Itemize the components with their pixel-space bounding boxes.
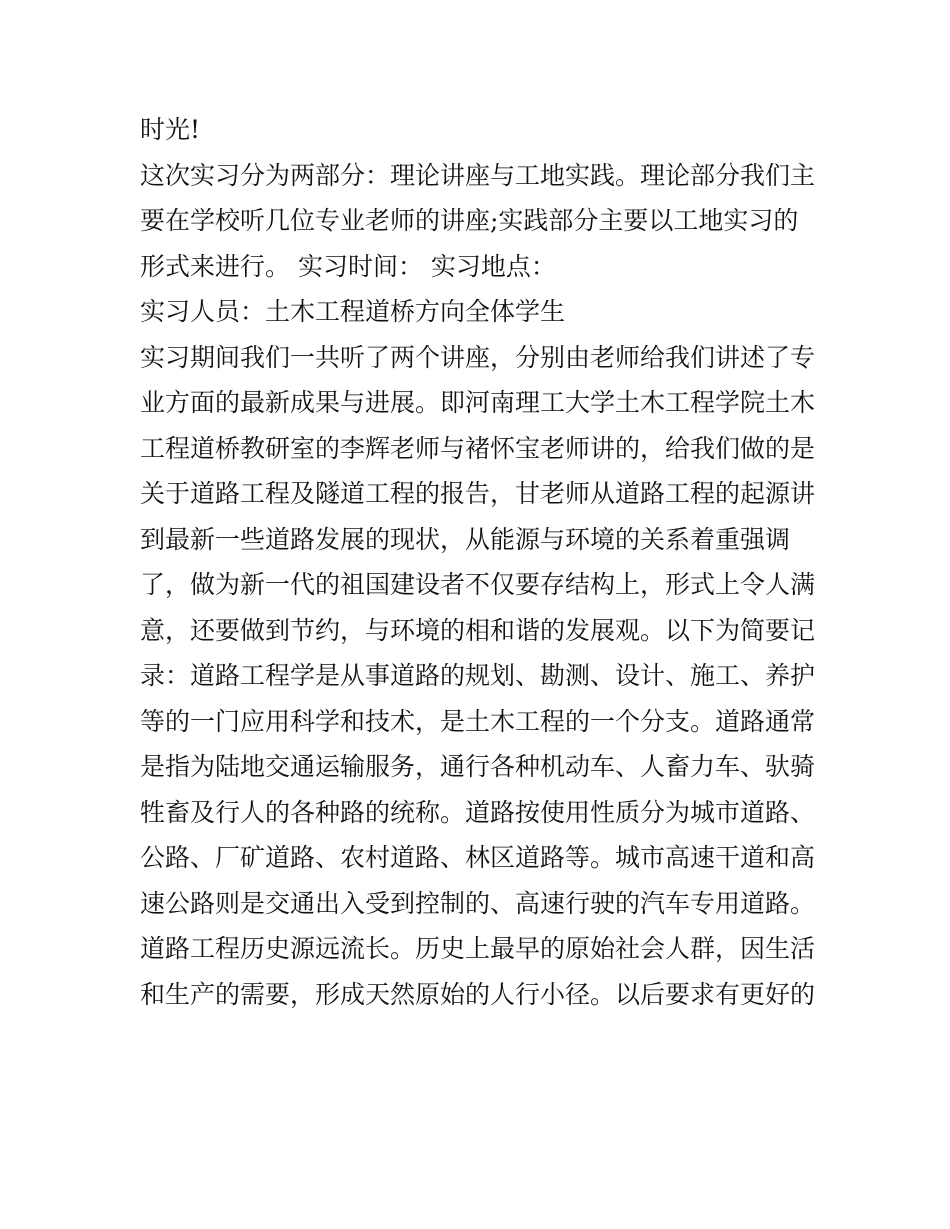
text-line: 工程道桥教研室的李辉老师与褚怀宝老师讲的，给我们做的是 (140, 433, 816, 463)
text-line: 和生产的需要，形成天然原始的人行小径。以后要求有更好的 (140, 979, 816, 1009)
text-line: 道路工程历史源远流长。历史上最早的原始社会人群，因生活 (140, 934, 816, 963)
text-line: 时光! (140, 115, 201, 144)
text-line: 意，还要做到节约，与环境的相和谐的发展观。以下为简要记 (140, 615, 816, 645)
text-line: 公路、厂矿道路、农村道路、林区道路等。城市高速干道和高 (140, 843, 816, 872)
text-line: 形式来进行。 实习时间： 实习地点： (140, 251, 556, 281)
text-line: 速公路则是交通出入受到控制的、高速行驶的汽车专用道路。 (140, 888, 816, 918)
text-line: 录：道路工程学是从事道路的规划、勘测、设计、施工、养护 (140, 661, 816, 690)
text-line: 等的一门应用科学和技术，是土木工程的一个分支。道路通常 (140, 706, 816, 736)
text-line: 实习期间我们一共听了两个讲座，分别由老师给我们讲述了专 (140, 342, 816, 372)
text-line: 业方面的最新成果与进展。即河南理工大学土木工程学院土木 (140, 388, 816, 417)
text-line: 到最新一些道路发展的现状，从能源与环境的关系着重强调 (140, 524, 791, 554)
text-line: 这次实习分为两部分：理论讲座与工地实践。理论部分我们主 (140, 160, 816, 190)
text-line: 了，做为新一代的祖国建设者不仅要存结构上，形式上令人满 (140, 570, 816, 599)
text-line: 要在学校听几位专业老师的讲座;实践部分主要以工地实习的 (140, 206, 799, 235)
text-line: 关于道路工程及隧道工程的报告，甘老师从道路工程的起源讲 (140, 479, 816, 508)
text-line: 是指为陆地交通运输服务，通行各种机动车、人畜力车、驮骑 (140, 752, 816, 781)
text-line: 牲畜及行人的各种路的统称。道路按使用性质分为城市道路、 (140, 797, 816, 827)
body-text (140, 107, 820, 1017)
text-line: 实习人员：土木工程道桥方向全体学生 (140, 297, 566, 326)
